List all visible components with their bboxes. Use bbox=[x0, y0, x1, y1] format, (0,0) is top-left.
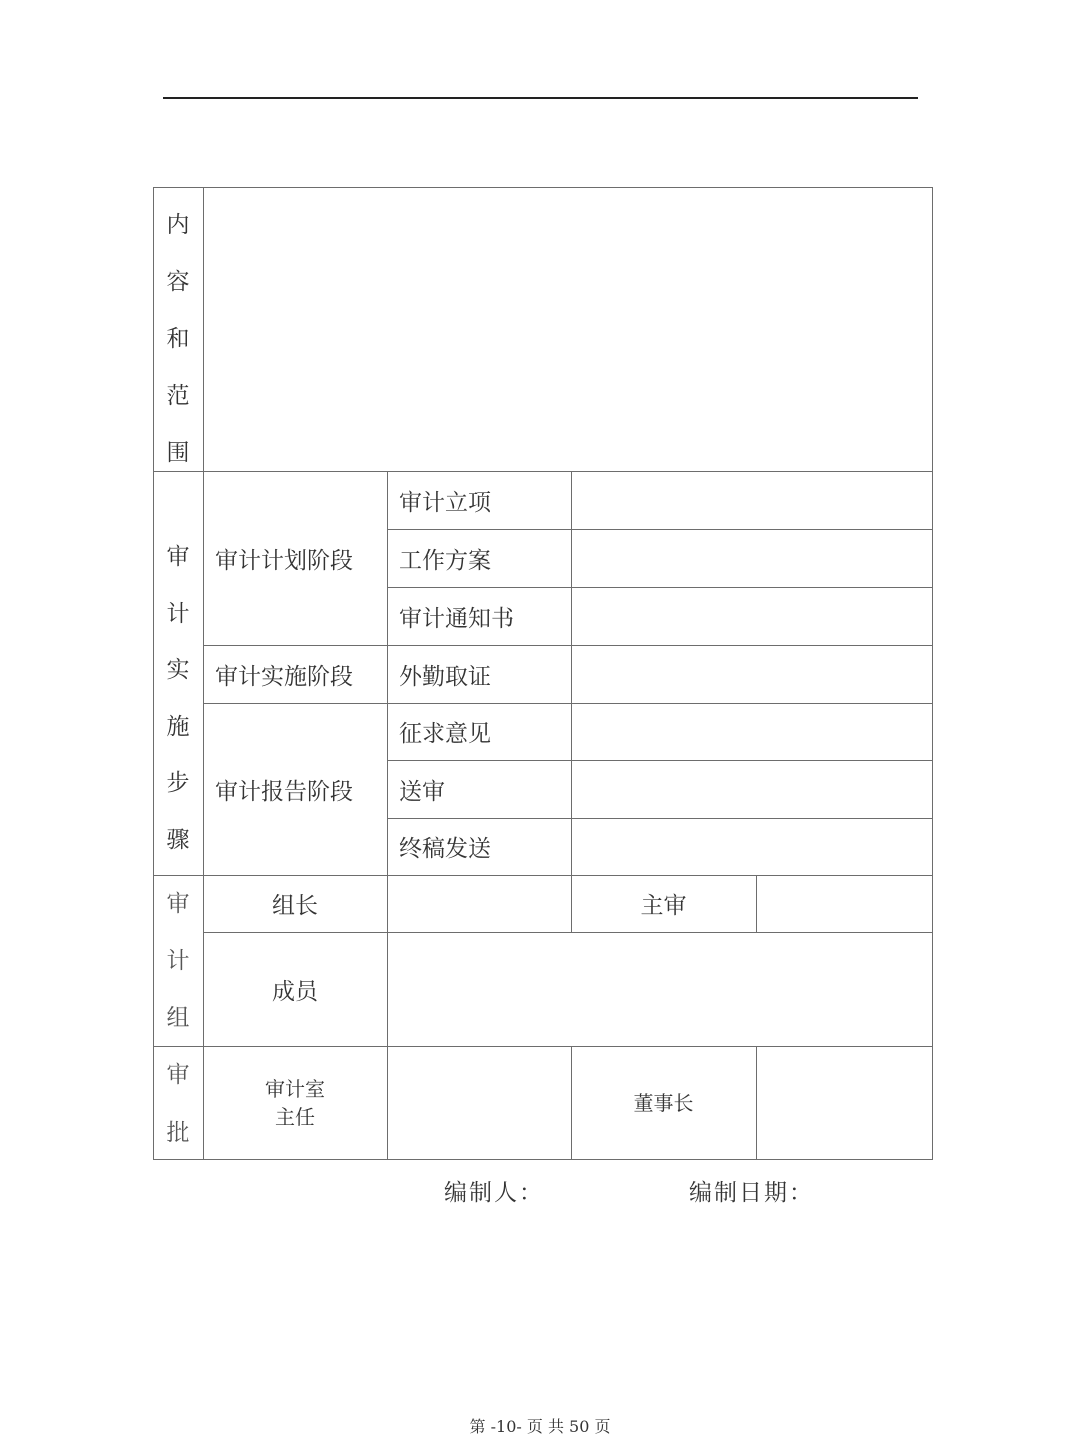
label-char: 计 bbox=[166, 600, 190, 627]
phase-report: 审计报告阶段 bbox=[215, 778, 353, 805]
chairman-text: 董事长 bbox=[633, 1090, 694, 1115]
submit-field[interactable] bbox=[572, 761, 932, 818]
fieldwork-field[interactable] bbox=[572, 646, 932, 703]
chief-auditor-field[interactable] bbox=[757, 876, 932, 932]
item-submit: 送审 bbox=[399, 778, 445, 805]
label-char: 步 bbox=[166, 770, 190, 796]
leader-label: 组长 bbox=[272, 893, 318, 919]
table-border-right bbox=[932, 187, 933, 1160]
phase-plan: 审计计划阶段 bbox=[215, 547, 353, 574]
team-label bbox=[153, 876, 203, 1047]
members-label: 成员 bbox=[272, 978, 318, 1005]
label-char: 组 bbox=[166, 1005, 190, 1031]
item-opinion: 征求意见 bbox=[399, 721, 491, 747]
label-char: 实 bbox=[166, 657, 190, 683]
work-plan-field[interactable] bbox=[572, 530, 932, 587]
approve-label bbox=[153, 1046, 203, 1162]
chairman-field[interactable] bbox=[757, 1047, 932, 1159]
item-work-plan: 工作方案 bbox=[399, 547, 491, 574]
office-director-field[interactable] bbox=[388, 1047, 571, 1159]
content-scope-field[interactable] bbox=[204, 188, 932, 471]
label-char: 审 bbox=[166, 891, 190, 917]
item-fieldwork: 外勤取证 bbox=[399, 663, 491, 690]
label-char: 容 bbox=[166, 269, 190, 295]
label-char: 施 bbox=[166, 713, 190, 740]
item-approval: 审计立项 bbox=[399, 489, 491, 516]
opinion-field[interactable] bbox=[572, 704, 932, 760]
label-char: 内 bbox=[166, 212, 190, 238]
label-char: 和 bbox=[166, 326, 190, 352]
label-char: 审 bbox=[166, 544, 190, 570]
page-number: 第 -10- 页 共 50 页 bbox=[469, 1417, 611, 1436]
office-director-line2: 主任 bbox=[275, 1104, 315, 1129]
label-char: 范 bbox=[166, 383, 190, 409]
phase-implement: 审计实施阶段 bbox=[215, 663, 353, 690]
steps-label bbox=[153, 529, 203, 868]
item-final: 终稿发送 bbox=[399, 836, 491, 862]
label-char: 审 bbox=[166, 1062, 190, 1088]
content-scope-label bbox=[153, 197, 203, 482]
leader-field[interactable] bbox=[388, 876, 571, 932]
prep-date-label: 编制日期： bbox=[689, 1180, 814, 1206]
chief-auditor-label: 主审 bbox=[640, 893, 687, 919]
office-director-line1: 审计室 bbox=[265, 1076, 325, 1101]
label-char: 骤 bbox=[166, 826, 190, 853]
members-field[interactable] bbox=[388, 933, 932, 1046]
label-char: 围 bbox=[166, 440, 190, 466]
chairman-label bbox=[571, 1046, 756, 1159]
final-field[interactable] bbox=[572, 819, 932, 875]
preparer-label: 编制人： bbox=[444, 1180, 544, 1206]
notice-field[interactable] bbox=[572, 588, 932, 645]
office-director-label bbox=[203, 1046, 387, 1159]
label-char: 批 bbox=[166, 1120, 190, 1146]
label-char: 计 bbox=[166, 948, 190, 974]
approval-field[interactable] bbox=[572, 472, 932, 529]
table-border-bottom bbox=[153, 1159, 933, 1160]
item-notice: 审计通知书 bbox=[399, 605, 514, 632]
